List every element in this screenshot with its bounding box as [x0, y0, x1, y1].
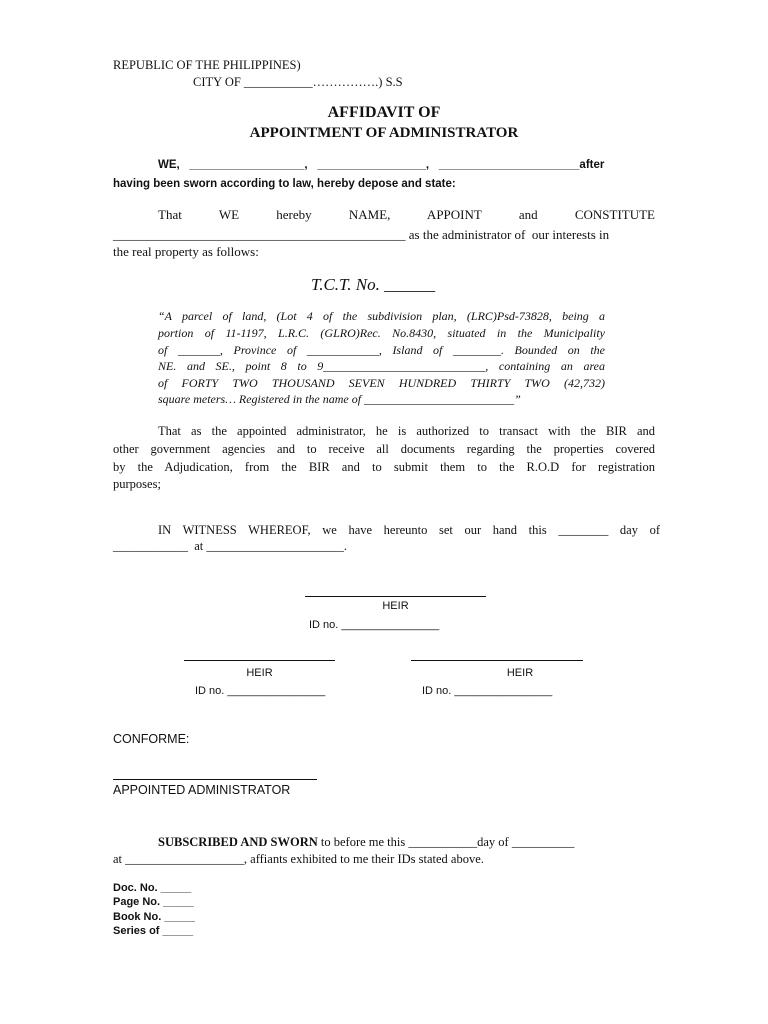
- appointed-administrator-label: APPOINTED ADMINISTRATOR: [113, 783, 291, 797]
- heir-2-label: HEIR: [246, 667, 273, 679]
- administrator-name-blank: _____________________________________________: [113, 227, 406, 242]
- heir-3-id: ID no. ________________: [422, 685, 553, 697]
- jurat-rest: to before me this ___________day of __________: [317, 835, 575, 849]
- heir-1-label: HEIR: [382, 600, 409, 612]
- authority-line-2: other government agencies and to receive all documents regarding the properties covered: [113, 442, 655, 456]
- tct-number: T.C.T. No. ______: [311, 275, 436, 294]
- heir-2-id: ID no. ________________: [195, 685, 326, 697]
- heir-2-signature-line: [184, 660, 335, 661]
- parcel-line-3: of _______, Province of ____________, Island of ________. Bounded on the: [158, 343, 605, 357]
- administrator-signature-line: [113, 779, 317, 780]
- city-header: CITY OF ___________…………….) S.S: [193, 75, 403, 89]
- conforme-label: CONFORME:: [113, 732, 190, 746]
- heir-1-signature-line: [305, 596, 486, 597]
- parcel-line-2: portion of 11-1197, L.R.C. (GLRO)Rec. No.8430, situated in the Municipality: [158, 326, 605, 340]
- witness-line-2: ____________ at ______________________.: [113, 539, 348, 553]
- heir-3-label: HEIR: [506, 667, 534, 679]
- jurat-line-2: at ___________________, affiants exhibited to me their IDs stated above.: [113, 852, 484, 866]
- appoint-line-1: That WE hereby NAME, APPOINT and CONSTITUTE: [158, 207, 655, 222]
- authority-line-1: That as the appointed administrator, he is authorized to transact with the BIR and: [158, 424, 655, 438]
- doc-no: Doc. No. _____: [113, 882, 192, 894]
- heir-1-id: ID no. ________________: [309, 619, 440, 631]
- authority-line-4: purposes;: [113, 477, 161, 491]
- parcel-line-4: NE. and SE., point 8 to 9___________________________, containing an area: [158, 359, 605, 373]
- administrator-of-text: as the administrator of our interests in: [405, 227, 610, 242]
- parcel-line-1: “A parcel of land, (Lot 4 of the subdivision plan, (LRC)Psd-73828, being a: [158, 309, 605, 323]
- book-no: Book No. _____: [113, 911, 195, 923]
- jurat-line-1: [158, 835, 574, 850]
- sworn-line: having been sworn according to law, hereby depose and state:: [113, 178, 456, 190]
- republic-header: REPUBLIC OF THE PHILIPPINES): [113, 58, 301, 72]
- title-line-2: APPOINTMENT OF ADMINISTRATOR: [249, 125, 519, 141]
- subscribed-sworn-heading: SUBSCRIBED AND SWORN: [158, 835, 318, 849]
- authority-line-3: by the Adjudication, from the BIR and to submit them to the R.O.D for registration: [113, 460, 655, 474]
- title-line-1: AFFIDAVIT OF: [327, 104, 441, 121]
- we-line: WE, __________________, _________________, ______________________after: [158, 159, 605, 171]
- appoint-line-3: the real property as follows:: [113, 244, 259, 259]
- parcel-line-5: of FORTY TWO THOUSAND SEVEN HUNDRED THIRTY TWO (42,732): [158, 376, 605, 390]
- heir-3-signature-line: [411, 660, 583, 661]
- witness-line-1: IN WITNESS WHEREOF, we have hereunto set our hand this ________ day of: [158, 523, 660, 537]
- page-no: Page No. _____: [113, 896, 194, 908]
- appoint-line-2: [113, 227, 609, 243]
- series-of: Series of _____: [113, 925, 194, 937]
- parcel-line-6: square meters… Registered in the name of _________________________”: [158, 392, 521, 406]
